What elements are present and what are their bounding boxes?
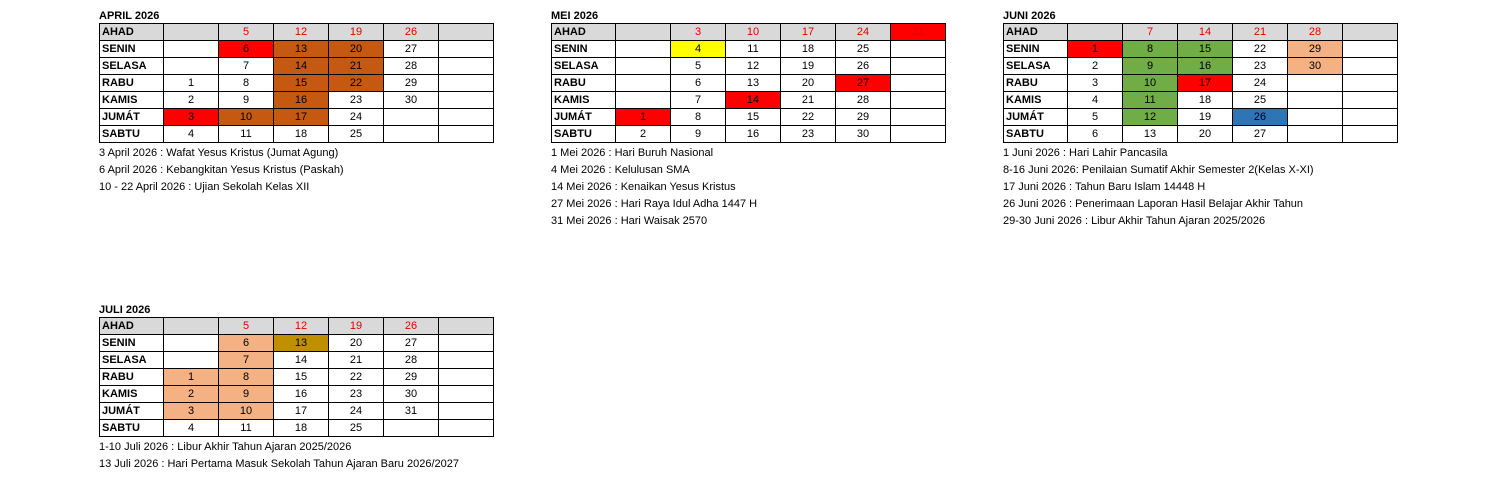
date-cell: 31 [384, 403, 439, 420]
date-cell [1343, 41, 1398, 58]
date-cell: 28 [384, 352, 439, 369]
date-cell: 8 [671, 109, 726, 126]
date-cell: 29 [384, 75, 439, 92]
date-cell: 12 [726, 58, 781, 75]
date-cell: 18 [1178, 92, 1233, 109]
date-cell: 8 [219, 75, 274, 92]
date-cell [1288, 75, 1343, 92]
day-name-cell: AHAD [100, 318, 164, 335]
date-cell [1288, 109, 1343, 126]
calendar-table [99, 317, 494, 437]
date-cell: 13 [274, 335, 329, 352]
date-cell: 16 [274, 386, 329, 403]
day-name-cell: KAMIS [552, 92, 616, 109]
day-name-cell: RABU [100, 369, 164, 386]
note-item: 31 Mei 2026 : Hari Waisak 2570 [551, 215, 708, 227]
date-cell: 12 [274, 24, 329, 41]
date-cell: 2 [1068, 58, 1123, 75]
calendar-row [100, 335, 494, 352]
day-name-cell: SELASA [1004, 58, 1068, 75]
calendar-row [100, 369, 494, 386]
date-cell: 28 [384, 58, 439, 75]
date-cell: 9 [219, 92, 274, 109]
day-name-cell: RABU [552, 75, 616, 92]
day-name-cell: RABU [1004, 75, 1068, 92]
note-item: 17 Juni 2026 : Tahun Baru Islam 14448 H [1003, 181, 1206, 193]
date-cell: 4 [164, 420, 219, 437]
calendar-row [552, 109, 946, 126]
date-cell: 15 [726, 109, 781, 126]
date-cell [384, 126, 439, 143]
date-cell: 21 [329, 352, 384, 369]
date-cell: 26 [384, 24, 439, 41]
calendar-row [100, 92, 494, 109]
date-cell: 24 [1233, 75, 1288, 92]
day-name-cell: JUMÁT [552, 109, 616, 126]
date-cell: 7 [671, 92, 726, 109]
day-name-cell: AHAD [552, 24, 616, 41]
date-cell: 9 [671, 126, 726, 143]
calendar-table [1003, 23, 1398, 143]
date-cell: 17 [1178, 75, 1233, 92]
date-cell: 12 [274, 318, 329, 335]
date-cell [891, 41, 946, 58]
date-cell [891, 92, 946, 109]
date-cell: 13 [274, 41, 329, 58]
date-cell: 7 [1123, 24, 1178, 41]
date-cell: 2 [164, 92, 219, 109]
calendar-juli [99, 304, 494, 473]
calendar-row [100, 126, 494, 143]
notes-list [99, 439, 494, 473]
calendar-row [1004, 109, 1398, 126]
date-cell: 3 [164, 403, 219, 420]
date-cell: 10 [219, 109, 274, 126]
date-cell [439, 92, 494, 109]
date-cell [1343, 58, 1398, 75]
date-cell: 30 [1288, 58, 1343, 75]
day-name-cell: SELASA [100, 352, 164, 369]
date-cell [439, 41, 494, 58]
calendar-row [1004, 126, 1398, 143]
date-cell: 22 [329, 75, 384, 92]
day-name-cell: JUMÁT [100, 403, 164, 420]
date-cell: 1 [164, 369, 219, 386]
date-cell [891, 126, 946, 143]
day-name-cell: AHAD [1004, 24, 1068, 41]
date-cell [616, 24, 671, 41]
date-cell: 15 [1178, 41, 1233, 58]
date-cell [1343, 24, 1398, 41]
date-cell [1068, 24, 1123, 41]
calendar-row [100, 58, 494, 75]
date-cell [1343, 92, 1398, 109]
date-cell [439, 352, 494, 369]
note-item: 14 Mei 2026 : Kenaikan Yesus Kristus [551, 181, 736, 193]
date-cell: 6 [671, 75, 726, 92]
date-cell: 30 [836, 126, 891, 143]
date-cell: 30 [384, 92, 439, 109]
note-item: 6 April 2026 : Kebangkitan Yesus Kristus (Paskah) [99, 164, 344, 176]
date-cell: 30 [384, 386, 439, 403]
date-cell: 10 [1123, 75, 1178, 92]
calendar-row [100, 318, 494, 335]
date-cell: 13 [726, 75, 781, 92]
date-cell [164, 41, 219, 58]
notes-list [551, 145, 946, 230]
date-cell: 11 [1123, 92, 1178, 109]
date-cell: 14 [274, 352, 329, 369]
date-cell [1343, 75, 1398, 92]
date-cell [164, 318, 219, 335]
date-cell [1288, 126, 1343, 143]
calendar-row [100, 352, 494, 369]
date-cell: 8 [219, 369, 274, 386]
calendar-row [552, 41, 946, 58]
date-cell: 16 [1178, 58, 1233, 75]
date-cell: 25 [329, 126, 384, 143]
day-name-cell: SENIN [1004, 41, 1068, 58]
calendar-row [1004, 75, 1398, 92]
date-cell: 2 [164, 386, 219, 403]
date-cell: 5 [1068, 109, 1123, 126]
date-cell [384, 420, 439, 437]
date-cell: 1 [1068, 41, 1123, 58]
month-title: APRIL 2026 [99, 10, 160, 22]
date-cell: 22 [1233, 41, 1288, 58]
date-cell: 24 [329, 109, 384, 126]
date-cell: 26 [384, 318, 439, 335]
date-cell: 5 [219, 318, 274, 335]
calendar-row [1004, 41, 1398, 58]
month-title: JUNI 2026 [1003, 10, 1056, 22]
date-cell: 22 [781, 109, 836, 126]
note-item: 1-10 Juli 2026 : Libur Akhir Tahun Ajaran 2025/2026 [99, 441, 352, 453]
date-cell: 7 [219, 352, 274, 369]
date-cell [616, 75, 671, 92]
date-cell: 11 [219, 420, 274, 437]
calendar-row [100, 109, 494, 126]
date-cell: 14 [726, 92, 781, 109]
date-cell: 11 [219, 126, 274, 143]
date-cell: 6 [219, 41, 274, 58]
date-cell: 18 [274, 126, 329, 143]
date-cell: 17 [781, 24, 836, 41]
notes-list [99, 145, 494, 196]
day-name-cell: SENIN [100, 41, 164, 58]
date-cell [616, 41, 671, 58]
date-cell [164, 352, 219, 369]
date-cell: 27 [1233, 126, 1288, 143]
date-cell: 21 [329, 58, 384, 75]
date-cell: 4 [671, 41, 726, 58]
month-title: MEI 2026 [551, 10, 599, 22]
date-cell: 10 [219, 403, 274, 420]
date-cell: 14 [1178, 24, 1233, 41]
note-item: 13 Juli 2026 : Hari Pertama Masuk Sekolah Tahun Ajaran Baru 2026/2027 [99, 458, 459, 470]
calendar-row [1004, 24, 1398, 41]
note-item: 1 Mei 2026 : Hari Buruh Nasional [551, 147, 714, 159]
date-cell: 3 [164, 109, 219, 126]
calendar-row [100, 420, 494, 437]
day-name-cell: SABTU [100, 126, 164, 143]
date-cell: 19 [329, 24, 384, 41]
date-cell: 5 [671, 58, 726, 75]
date-cell: 20 [1178, 126, 1233, 143]
calendar-row [100, 24, 494, 41]
date-cell [439, 386, 494, 403]
date-cell: 29 [836, 109, 891, 126]
notes-list [1003, 145, 1398, 230]
date-cell: 16 [726, 126, 781, 143]
note-item: 4 Mei 2026 : Kelulusan SMA [551, 164, 690, 176]
date-cell: 21 [1233, 24, 1288, 41]
day-name-cell: SELASA [552, 58, 616, 75]
calendar-table [551, 23, 946, 143]
month-title: JULI 2026 [99, 304, 151, 316]
date-cell: 1 [616, 109, 671, 126]
calendar-row [100, 41, 494, 58]
date-cell [439, 403, 494, 420]
day-name-cell: SABTU [1004, 126, 1068, 143]
day-name-cell: AHAD [100, 24, 164, 41]
date-cell: 23 [329, 386, 384, 403]
date-cell: 29 [384, 369, 439, 386]
date-cell: 18 [274, 420, 329, 437]
date-cell: 13 [1123, 126, 1178, 143]
date-cell [439, 75, 494, 92]
date-cell: 23 [1233, 58, 1288, 75]
date-cell: 7 [219, 58, 274, 75]
date-cell [439, 369, 494, 386]
note-item: 10 - 22 April 2026 : Ujian Sekolah Kelas XII [99, 181, 310, 193]
day-name-cell: KAMIS [100, 92, 164, 109]
date-cell: 19 [1178, 109, 1233, 126]
date-cell: 5 [219, 24, 274, 41]
date-cell: 25 [1233, 92, 1288, 109]
calendar-row [552, 24, 946, 41]
calendar-row [552, 126, 946, 143]
calendar-mei [551, 10, 946, 230]
date-cell: 2 [616, 126, 671, 143]
calendar-row [100, 75, 494, 92]
date-cell [439, 109, 494, 126]
date-cell: 22 [329, 369, 384, 386]
date-cell: 28 [1288, 24, 1343, 41]
date-cell: 24 [836, 24, 891, 41]
calendar-april [99, 10, 494, 196]
date-cell [439, 58, 494, 75]
date-cell: 27 [384, 41, 439, 58]
date-cell [384, 109, 439, 126]
date-cell: 25 [329, 420, 384, 437]
date-cell [439, 24, 494, 41]
note-item: 27 Mei 2026 : Hari Raya Idul Adha 1447 H [551, 198, 758, 210]
date-cell [616, 92, 671, 109]
date-cell: 31 [891, 24, 946, 41]
date-cell: 21 [781, 92, 836, 109]
calendar-juni [1003, 10, 1398, 230]
date-cell: 15 [274, 75, 329, 92]
date-cell [1343, 109, 1398, 126]
date-cell [439, 420, 494, 437]
date-cell: 12 [1123, 109, 1178, 126]
date-cell: 20 [781, 75, 836, 92]
date-cell [164, 58, 219, 75]
date-cell: 25 [836, 41, 891, 58]
calendar-row [552, 92, 946, 109]
date-cell: 28 [836, 92, 891, 109]
date-cell [891, 109, 946, 126]
date-cell: 27 [836, 75, 891, 92]
date-cell: 19 [781, 58, 836, 75]
date-cell: 15 [274, 369, 329, 386]
date-cell: 6 [1068, 126, 1123, 143]
date-cell [164, 335, 219, 352]
day-name-cell: SENIN [552, 41, 616, 58]
date-cell: 27 [384, 335, 439, 352]
note-item: 3 April 2026 : Wafat Yesus Kristus (Jumat Agung) [99, 147, 339, 159]
date-cell: 16 [274, 92, 329, 109]
day-name-cell: KAMIS [1004, 92, 1068, 109]
calendar-row [1004, 58, 1398, 75]
day-name-cell: SABTU [100, 420, 164, 437]
date-cell: 17 [274, 403, 329, 420]
date-cell [1288, 92, 1343, 109]
date-cell: 6 [219, 335, 274, 352]
date-cell: 14 [274, 58, 329, 75]
date-cell: 23 [329, 92, 384, 109]
day-name-cell: SELASA [100, 58, 164, 75]
date-cell [1343, 126, 1398, 143]
note-item: 8-16 Juni 2026: Penilaian Sumatif Akhir Semester 2(Kelas X-XI) [1003, 164, 1314, 176]
date-cell: 11 [726, 41, 781, 58]
calendar-row [100, 403, 494, 420]
date-cell: 17 [274, 109, 329, 126]
date-cell: 3 [671, 24, 726, 41]
date-cell: 20 [329, 335, 384, 352]
day-name-cell: RABU [100, 75, 164, 92]
calendar-row [552, 58, 946, 75]
date-cell: 9 [219, 386, 274, 403]
date-cell: 4 [1068, 92, 1123, 109]
date-cell [891, 75, 946, 92]
note-item: 29-30 Juni 2026 : Libur Akhir Tahun Ajaran 2025/2026 [1003, 215, 1266, 227]
day-name-cell: JUMÁT [100, 109, 164, 126]
date-cell: 4 [164, 126, 219, 143]
date-cell [616, 58, 671, 75]
date-cell: 18 [781, 41, 836, 58]
date-cell [439, 318, 494, 335]
day-name-cell: SABTU [552, 126, 616, 143]
date-cell: 20 [329, 41, 384, 58]
date-cell [439, 335, 494, 352]
date-cell: 24 [329, 403, 384, 420]
calendar-row [1004, 92, 1398, 109]
date-cell: 8 [1123, 41, 1178, 58]
note-item: 1 Juni 2026 : Hari Lahir Pancasila [1003, 147, 1168, 159]
date-cell: 10 [726, 24, 781, 41]
calendar-table [99, 23, 494, 143]
day-name-cell: SENIN [100, 335, 164, 352]
date-cell: 23 [781, 126, 836, 143]
date-cell [891, 58, 946, 75]
date-cell: 26 [1233, 109, 1288, 126]
date-cell: 26 [836, 58, 891, 75]
day-name-cell: JUMÁT [1004, 109, 1068, 126]
date-cell: 19 [329, 318, 384, 335]
day-name-cell: KAMIS [100, 386, 164, 403]
date-cell: 1 [164, 75, 219, 92]
calendar-row [552, 75, 946, 92]
date-cell: 3 [1068, 75, 1123, 92]
date-cell [164, 24, 219, 41]
date-cell: 9 [1123, 58, 1178, 75]
date-cell: 29 [1288, 41, 1343, 58]
date-cell [439, 126, 494, 143]
calendar-row [100, 386, 494, 403]
note-item: 26 Juni 2026 : Penerimaan Laporan Hasil Belajar Akhir Tahun [1003, 198, 1304, 210]
